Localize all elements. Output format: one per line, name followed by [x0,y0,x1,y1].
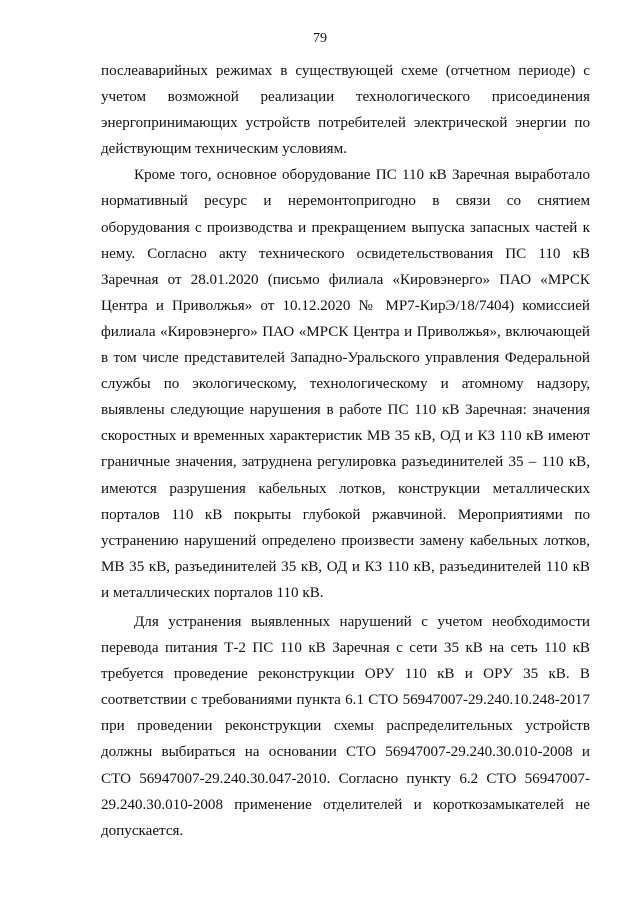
page-number: 79 [313,31,327,46]
paragraph-reconstruction: Для устранения выявленных нарушений с учетом необходимости перевода питания Т-2 ПС 110 кВ Заречная с сети 35 кВ на сеть 110 кВ требуется проведение реконструкции ОРУ 110 кВ и ОРУ 35 кВ. В соответствии с требованиями пункта 6.1 СТО 56947007-29.240.10.248-2017 при проведении реконструкции схемы распределительных устройств должны выбираться на основании СТО 56947007-29.240.30.010-2008 и СТО 56947007-29.240.30.047-2010. Согласно пункту 6.2 СТО 56947007-29.240.30.010-2008 применение отделителей и короткозамыкателей не допускается. [101,613,590,839]
paragraph-equipment-condition: Кроме того, основное оборудование ПС 110 кВ Заречная выработало нормативный ресурс и неремонтопригодно в связи со снятием оборудования с производства и прекращением выпуска запасных частей к нему. Согласно акту технического освидетельствования ПС 110 кВ Заречная от 28.01.2020 (письмо филиала «Кировэнерго» ПАО «МРСК Центра и Приволжья» от 10.12.2020 № МР7-КирЭ/18/7404) комиссией филиала «Кировэнерго» ПАО «МРСК Центра и Приволжья», включающей в том числе представителей Западно-Уральского управления Федеральной службы по экологическому, технологическому и атомному надзору, выявлены следующие нарушения в работе ПС 110 кВ Заречная: значения скоростных и временных характеристик МВ 35 кВ, ОД и КЗ 110 кВ имеют граничные значения, затруднена регулировка разъединителей 35 – 110 кВ, имеются разрушения кабельных лотков, конструкции металлических порталов 110 кВ покрыты глубокой ржавчиной. Мероприятиями по устранению нарушений определено произвести замену кабельных лотков, МВ 35 кВ, разъединителей 35 кВ, ОД и КЗ 110 кВ, разъединителей 110 кВ и металлических порталов 110 кВ. [101,167,590,601]
document-body [101,58,590,844]
paragraph-continuation: послеаварийных режимах в существующей схеме (отчетном периоде) с учетом возможной реализации технологического присоединения энергопринимающих устройств потребителей электрической энергии по действующим техническим условиям. [101,63,590,158]
